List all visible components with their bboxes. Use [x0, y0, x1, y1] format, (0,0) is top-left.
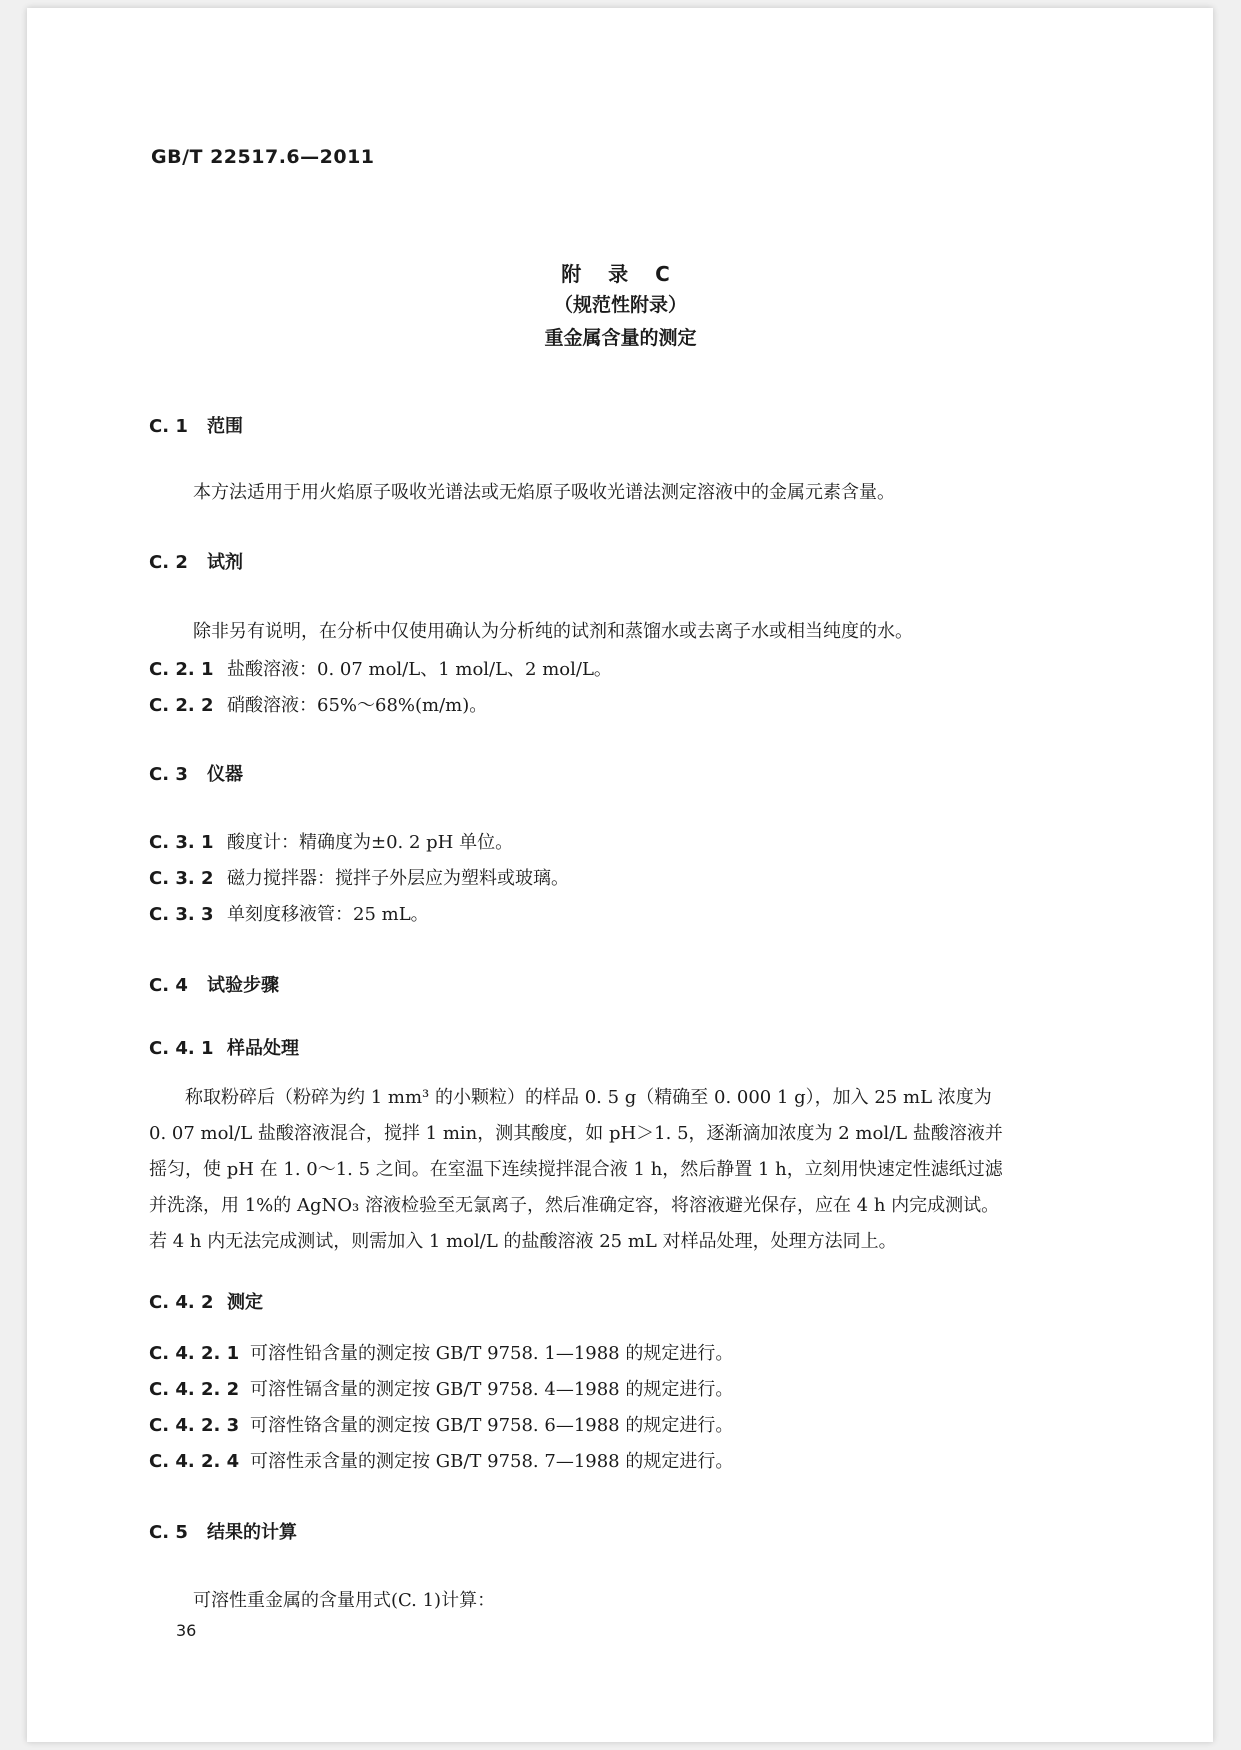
clause-c3-2: [149, 864, 569, 890]
section-heading-c3: [149, 760, 243, 786]
clause-number: C. 3. 1: [149, 832, 214, 853]
section-number: C. 1: [149, 416, 188, 437]
section-text-c1: 本方法适用于用火焰原子吸收光谱法或无焰原子吸收光谱法测定溶液中的金属元素含量。: [193, 482, 895, 503]
section-heading-c5: [149, 1518, 297, 1544]
clause-c3-3: [149, 900, 429, 926]
clause-number: C. 4. 2. 1: [149, 1343, 240, 1364]
paragraph-sample-treatment: [149, 1080, 1109, 1260]
section-heading-c4: [149, 971, 279, 997]
clause-number: C. 3. 2: [149, 868, 214, 889]
section-title: 样品处理: [227, 1038, 299, 1059]
clause-c4-2-3: [149, 1411, 733, 1437]
section-number: C. 4: [149, 975, 188, 996]
section-number: C. 2: [149, 552, 188, 573]
clause-c3-1: [149, 828, 513, 854]
paragraph-line: 若 4 h 内无法完成测试，则需加入 1 mol/L 的盐酸溶液 25 mL 对样品处理，处理方法同上。: [149, 1231, 897, 1252]
paragraph-line: 称取粉碎后（粉碎为约 1 mm³ 的小颗粒）的样品 0. 5 g（精确至 0. 000 1 g），加入 25 mL 浓度为: [149, 1087, 992, 1108]
paragraph-line: 并洗涤，用 1%的 AgNO₃ 溶液检验至无氯离子，然后准确定容，将溶液避光保存，应在 4 h 内完成测试。: [149, 1195, 1000, 1216]
section-title: 仪器: [207, 764, 243, 785]
clause-text: 单刻度移液管：25 mL。: [227, 904, 429, 925]
clause-c4-2-1: [149, 1339, 733, 1365]
clause-number: C. 2. 1: [149, 659, 214, 680]
clause-text: 酸度计：精确度为±0. 2 pH 单位。: [227, 832, 514, 853]
clause-text: 可溶性镉含量的测定按 GB/T 9758. 4—1988 的规定进行。: [250, 1379, 734, 1400]
section-heading-c2: [149, 548, 243, 574]
clause-c4-2-2: [149, 1375, 733, 1401]
section-number: C. 5: [149, 1522, 188, 1543]
annex-title: 附 录 C: [561, 262, 680, 286]
clause-number: C. 4. 2. 3: [149, 1415, 240, 1436]
clause-text: 可溶性汞含量的测定按 GB/T 9758. 7—1988 的规定进行。: [250, 1451, 734, 1472]
section-heading-c1: [149, 412, 243, 438]
annex-name: 重金属含量的测定: [544, 327, 697, 349]
section-title: 结果的计算: [207, 1522, 297, 1543]
section-number: C. 3: [149, 764, 188, 785]
section-number: C. 4. 1: [149, 1038, 214, 1059]
standard-code: GB/T 22517.6—2011: [151, 146, 375, 168]
clause-text: 可溶性铬含量的测定按 GB/T 9758. 6—1988 的规定进行。: [250, 1415, 734, 1436]
clause-c2-2: [149, 691, 487, 717]
section-number: C. 4. 2: [149, 1292, 214, 1313]
subsection-heading-c4-1: [149, 1034, 299, 1060]
clause-c2-1: [149, 655, 612, 681]
clause-number: C. 4. 2. 4: [149, 1451, 240, 1472]
clause-text: 硝酸溶液：65%～68%(m/m)。: [227, 695, 488, 716]
section-title: 试验步骤: [207, 975, 279, 996]
clause-text: 盐酸溶液：0. 07 mol/L、1 mol/L、2 mol/L。: [227, 659, 612, 680]
subsection-heading-c4-2: [149, 1288, 263, 1314]
clause-number: C. 3. 3: [149, 904, 214, 925]
clause-c4-2-4: [149, 1447, 733, 1473]
annex-subtitle: （规范性附录）: [553, 294, 687, 316]
paragraph-line: 0. 07 mol/L 盐酸溶液混合，搅拌 1 min，测其酸度，如 pH＞1. 5，逐渐滴加浓度为 2 mol/L 盐酸溶液并: [149, 1123, 1003, 1144]
paragraph-line: 摇匀，使 pH 在 1. 0～1. 5 之间。在室温下连续搅拌混合液 1 h，然后静置 1 h，立刻用快速定性滤纸过滤: [149, 1159, 1003, 1180]
section-title: 测定: [227, 1292, 263, 1313]
clause-text: 可溶性铅含量的测定按 GB/T 9758. 1—1988 的规定进行。: [250, 1343, 734, 1364]
clause-number: C. 4. 2. 2: [149, 1379, 240, 1400]
page-number: 36: [176, 1621, 197, 1640]
section-title: 范围: [207, 416, 243, 437]
clause-number: C. 2. 2: [149, 695, 214, 716]
section-title: 试剂: [207, 552, 243, 573]
section-text-c5: 可溶性重金属的含量用式(C. 1)计算：: [193, 1590, 496, 1611]
section-text-c2: 除非另有说明，在分析中仅使用确认为分析纯的试剂和蒸馏水或去离子水或相当纯度的水。: [193, 621, 913, 642]
clause-text: 磁力搅拌器：搅拌子外层应为塑料或玻璃。: [227, 868, 569, 889]
